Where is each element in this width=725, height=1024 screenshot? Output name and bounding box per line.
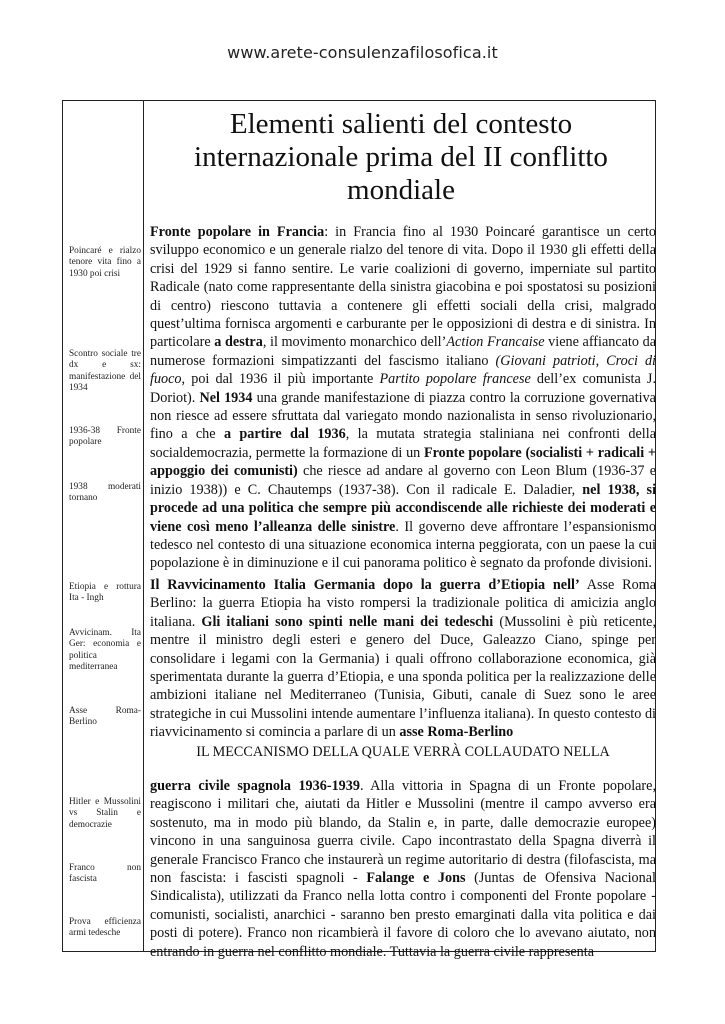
margin-note-prova-armi: Prova efficienza armi tedesche: [69, 917, 141, 939]
margin-note-fronte-popolare: 1936-38 Fronte popolare: [69, 426, 141, 448]
site-url-header: www.arete-consulenzafilosofica.it: [227, 43, 498, 62]
margin-note-asse: Asse Roma-Berlino: [69, 706, 141, 728]
column-divider: [143, 101, 144, 951]
margin-note-moderati: 1938 moderati tornano: [69, 482, 141, 504]
margin-note-etiopia: Etiopia e rottura Ita - Ingh: [69, 582, 141, 604]
paragraph-guerra-spagnola: guerra civile spagnola 1936-1939. Alla vittoria in Spagna di un Fronte popolare, reagiscono i militari che, aiutati da Hitler e Mussolini (mentre il campo avverso era sostenuto, ma in modo più blando, da Stalin e, in parte, dalle democrazie europee) vincono in una sanguinosa guerra civile. Capo incontrastato della Spagna diverrà il generale Francisco Franco che instaurerà un regime autoritario di destra (filofascista, ma non fascista: i fascisti spagnoli - Falange e Jons (Juntas de Ofensiva Nacional Sindicalista), utilizzati da Franco nella lotta contro i componenti del Fronte popolare - comunisti, socialisti, anarchici - saranno ben presto emarginati dalla vita politica e dai posti di potere). Franco non ricambierà il favore di coloro che lo avevano aiutato, non entrando in guerra nel conflitto mondiale. Tuttavia la guerra civile rappresenta: [150, 778, 657, 960]
margin-note-hitler-mussolini: Hitler e Mussolini vs Stalin e democrazie: [69, 797, 141, 830]
paragraph-asse-roma-berlino: Il Ravvicinamento Italia Germania dopo la guerra d’Etiopia nell’ Asse Roma Berlino: la guerra Etiopia ha visto rompersi la tradizionale politica di amicizia anglo italiana. Gli italiani sono spinti nelle mani dei tedeschi (Mussolini è più reticente, mentre il ministro degli esteri e genero del Duce, Galeazzo Ciano, spinge per consolidare i legami con la Germania) i quali offrono collaborazione economica, già sperimentata durante la guerra d’Etiopia, e una sponda politica per la realizzazione delle ambizioni italiane nel Mediterraneo (Tunisia, Gibuti, canale di Suez sono le aree strategiche in cui Mussolini intende aumentare l’influenza italiana). In questo contesto di riavvicinamento si comincia a parlare di un asse Roma-Berlino: [150, 577, 656, 741]
page-title: Elementi salienti del contesto internazionale prima del II conflitto mondiale: [194, 108, 608, 206]
margin-note-poincare: Poincaré e rialzo tenore vita fino a 1930 poi crisi: [69, 246, 141, 279]
margin-note-franco: Franco non fascista: [69, 863, 141, 885]
margin-note-scontro-sociale: Scontro sociale tre dx e sx: manifestazione del 1934: [69, 349, 141, 393]
paragraph-fronte-popolare: Fronte popolare in Francia: in Francia fino al 1930 Poincaré garantisce un certo sviluppo economico e un generale rialzo del tenore di vita. Dopo il 1930 gli effetti della crisi del 1929 si fanno sentire. Le varie coalizioni di governo, imperniate sul partito Radicale (nato come rappresentante della sinistra giacobina e poi spostatosi su posizioni di centro) riescono tuttavia a contenere gli effetti sociali della crisi, malgrado quest’ultima fornisca argomenti e carburante per le opposizioni di destra e di sinistra. In particolare a destra, il movimento monarchico dell’Action Francaise viene affiancato da numerose formazioni simpatizzanti del fascismo italiano (Giovani patrioti, Croci di fuoco, poi dal 1936 il più importante Partito popolare francese dell’ex comunista J. Doriot). Nel 1934 una grande manifestazione di piazza contro la corruzione governativa non riesce ad essere sfruttata dal variegato mondo nazionalista in senso rivoluzionario, fino a che a partire dal 1936, la mutata strategia staliniana nei confronti della socialdemocrazia, permette la formazione di un Fronte popolare (socialisti + radicali + appoggio dei comunisti) che riesce ad andare al governo con Leon Blum (1936-37 e inizio 1938)) e C. Chautemps (1937-38). Con il radicale E. Daladier, nel 1938, si procede ad una politica che sempre più accondiscende alle richieste dei moderati e viene così meno l’alleanza delle sinistre. Il governo deve affrontare l’espansionismo tedesco nel contesto di una situazione economica interna peggiorata, con un paese la cui popolazione è in diminuzione e il cui panorama politico è segnato da profonde divisioni.: [150, 224, 657, 572]
margin-note-avvicinamento: Avvicinam. Ita Ger: economia e politica mediterranea: [69, 628, 141, 672]
section-heading-meccanismo: IL MECCANISMO DELLA QUALE VERRÀ COLLAUDATO NELLA: [196, 744, 610, 760]
